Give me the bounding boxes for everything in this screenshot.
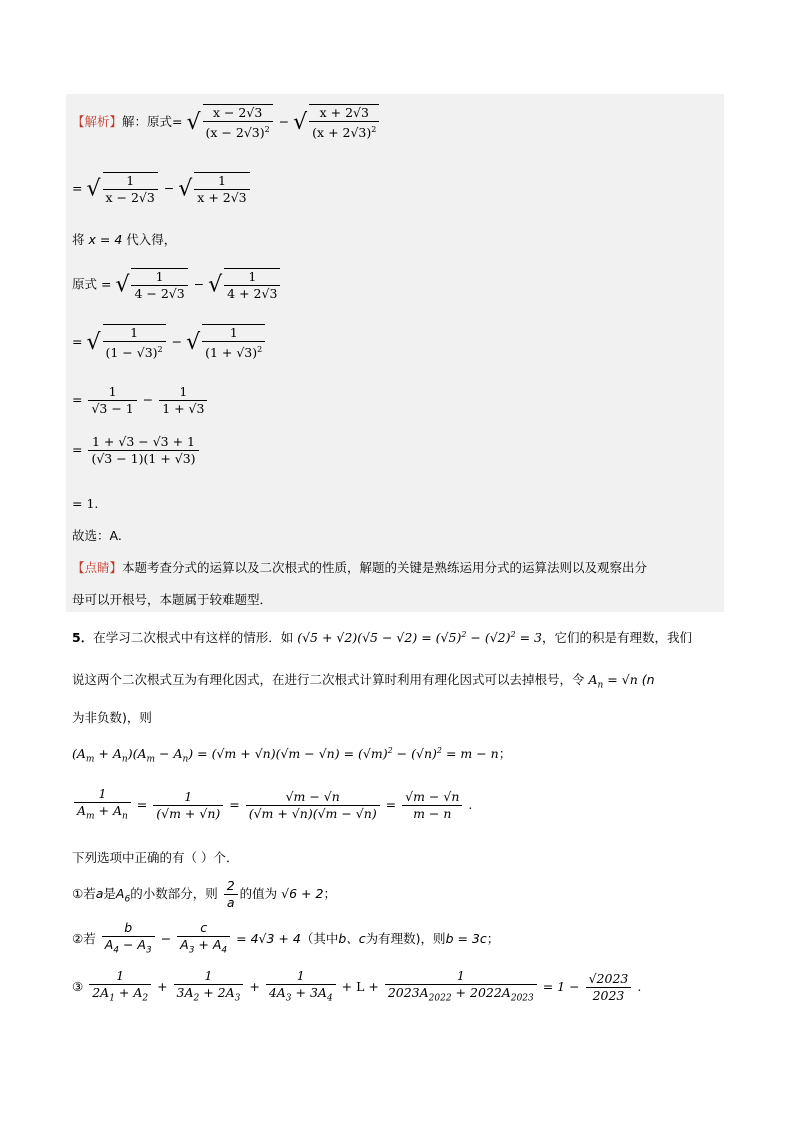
option-1-b: a	[95, 886, 104, 901]
question-formula-2: $\frac{1}{A_m + A_n}$ = $\frac{1}{(√m + √n)}$ = $\frac{√m - √n}{(√m + √n)(√m - √n)}$ = $\frac{√m - √n}{m - n}$ .	[72, 786, 472, 825]
option-1-a: ①若	[72, 886, 96, 901]
step3-prefix: =	[72, 334, 83, 350]
step2-prefix: 原式 =	[72, 276, 112, 292]
question-formula-1: $(A_m + A_n)(A_m - A_n) = (√m + √n)(√m - √n) = (√m)^2 - (√n)^2 = m - n$；	[72, 745, 512, 765]
step4-prefix: =	[72, 392, 83, 407]
option-1: ①若a是$A_6$的小数部分，则 $\frac{2}{a}$ 的值为 √6 + 2；	[72, 878, 336, 910]
option-1-e: 的值为	[239, 886, 278, 901]
question-number: 5．	[72, 630, 94, 645]
option-2: ②若 $\frac{b}{A_4 - A_3}$ − $\frac{c}{A_3 + A_4}$ = 4√3 + 4（其中b、c为有理数)，则b = 3c；	[72, 920, 500, 956]
option-1-c: 是	[103, 886, 116, 901]
analysis-line-3	[72, 230, 176, 248]
question-line-1: 5．在学习二次根式中有这样的情形．如 $(√5 + √2)(√5 - √2) = (√5)^2 - (√2)^2 = 3$，它们的积是有理数，我们	[72, 629, 692, 645]
question-prompt: 下列选项中正确的有（ ）个．	[72, 850, 239, 865]
substitute-tail: 代入得，	[126, 232, 177, 247]
analysis-line-5: = √ $\frac{1}{(1 - √3)^2}$ − √ $\frac{1}{(1 + √3)^2}$	[72, 324, 267, 361]
step5-prefix: =	[72, 442, 83, 457]
option-2-a: ②若	[72, 930, 96, 946]
analysis-intro: 解：原式=	[122, 114, 183, 130]
question-line-2: 说这两个二次根式互为有理化因式，在进行二次根式计算时利用有理化因式可以去掉根号，令 $A_n = √n$ (n	[72, 672, 655, 691]
option-2-c: b、c	[338, 930, 366, 946]
analysis-comment	[72, 558, 647, 576]
option-2-b: （其中	[300, 930, 339, 946]
analysis-result: = 1.	[72, 496, 99, 511]
comment-tag: 【点睛】	[72, 560, 123, 575]
analysis-line-6: = $\frac{1}{√3 - 1}$ − $\frac{1}{1 + √3}$	[72, 384, 209, 417]
step1-prefix: =	[72, 180, 83, 196]
analysis-tag: 【解析】	[72, 114, 123, 130]
analysis-line-7: = $\frac{1 + √3 - √3 + 1}{(√3 - 1)(1 + √3)}$	[72, 434, 201, 467]
analysis-line-4: 原式 = √ $\frac{1}{4 - 2√3}$ − √ $\frac{1}{4 + 2√3}$	[72, 268, 282, 302]
substitute-text: 将	[72, 232, 85, 247]
analysis-line-2: = √ $\frac{1}{x - 2√3}$ − √ $\frac{1}{x + 2√3}$	[72, 172, 252, 206]
question-line-3: 为非负数)，则	[72, 710, 152, 725]
analysis-choice: 故选：A.	[72, 528, 122, 543]
substitute-expr: x = 4	[88, 232, 123, 247]
question-text-1b: ，它们的积是有理数，我们	[541, 630, 692, 645]
question-text-2n: (n	[641, 672, 655, 687]
analysis-comment-2: 母可以开根号，本题属于较难题型．	[72, 592, 273, 607]
option-3: ③ $\frac{1}{2A_1 + A_2}$ + $\frac{1}{3A_2 + 2A_3}$ + $\frac{1}{4A_3 + 3A_4}$ + L + $\frac{1}{2023A_{2022} + 2022A_{2023}}$ = 1 − $\frac{√2023}{2023}$ .	[72, 968, 642, 1004]
question-text-1a: 在学习二次根式中有这样的情形．如	[93, 630, 294, 645]
option-2-d: 为有理数)，则	[365, 930, 446, 946]
analysis-line-1: 【解析】解：原式= √ $\frac{x - 2√3}{(x - 2√3)^2}$ − √ $\frac{x + 2√3}{(x + 2√3)^2}$	[72, 104, 381, 141]
option-3-label: ③	[72, 978, 84, 994]
option-1-d: 的小数部分，则	[130, 886, 218, 901]
comment-text: 本题考查分式的运算以及二次根式的性质，解题的关键是熟练运用分式的运算法则以及观察出分	[122, 560, 648, 575]
question-text-2: 说这两个二次根式互为有理化因式，在进行二次根式计算时利用有理化因式可以去掉根号，令	[72, 672, 585, 687]
